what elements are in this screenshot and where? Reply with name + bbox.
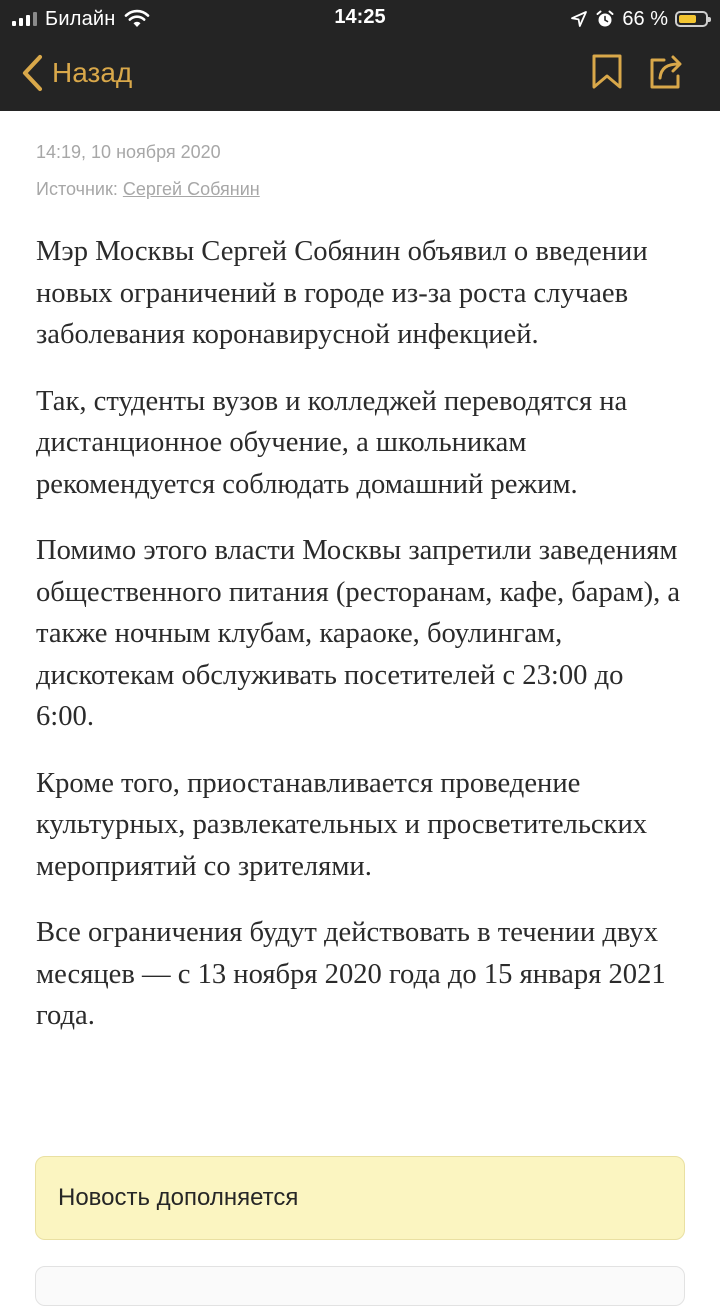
status-right (570, 6, 708, 32)
source-label: Источник: (36, 179, 123, 199)
source-link[interactable]: Сергей Собянин (122, 179, 260, 199)
back-button[interactable] (20, 54, 132, 92)
alarm-icon (595, 9, 615, 29)
article-paragraph: Так, студенты вузов и колледжей переводятся на дистанционное обучение, а школьникам рекомендуется соблюдать домашний режим. (36, 385, 628, 500)
article-paragraph: Мэр Москвы Сергей Собянин объявил о введении новых ограничений в городе из-за роста случаев заболевания коронавирусной инфекцией. (36, 236, 648, 350)
update-notice (35, 1156, 685, 1240)
status-time: 14:25 (334, 6, 386, 28)
publish-datetime: 14:19, 10 ноября 2020 (36, 142, 221, 162)
back-label: Назад (52, 57, 133, 88)
article-paragraph: Кроме того, приостанавливается проведение культурных, развлекательных и просветительских мероприятий со зрителями. (36, 767, 648, 882)
article-body (36, 231, 686, 1037)
article-paragraph: Все ограничения будут действовать в течении двух месяцев — с 13 ноября 2020 года до 15 января 2021 года. (36, 917, 666, 1031)
source-line (36, 177, 686, 201)
status-bar (0, 0, 720, 38)
battery-icon (675, 11, 708, 27)
top-bar (0, 0, 720, 111)
bookmark-icon[interactable] (587, 52, 627, 92)
chevron-left-icon (20, 54, 44, 92)
location-arrow-icon (570, 10, 588, 28)
battery-fill (679, 15, 696, 23)
article-content (36, 111, 686, 1062)
share-icon[interactable] (646, 52, 686, 92)
nav-bar (0, 38, 720, 111)
update-notice-text: Новость дополняется (58, 1184, 299, 1211)
carrier-name: Билайн (45, 7, 116, 30)
battery-percent: 66 % (622, 7, 668, 30)
article-paragraph: Помимо этого власти Москвы запретили заведениям общественного питания (ресторанам, кафе, барам), а также ночным клубам, караоке, боулингам, дискотекам обслуживать посетителей с 23:00 до 6:00. (36, 535, 681, 732)
next-card[interactable] (35, 1266, 685, 1306)
